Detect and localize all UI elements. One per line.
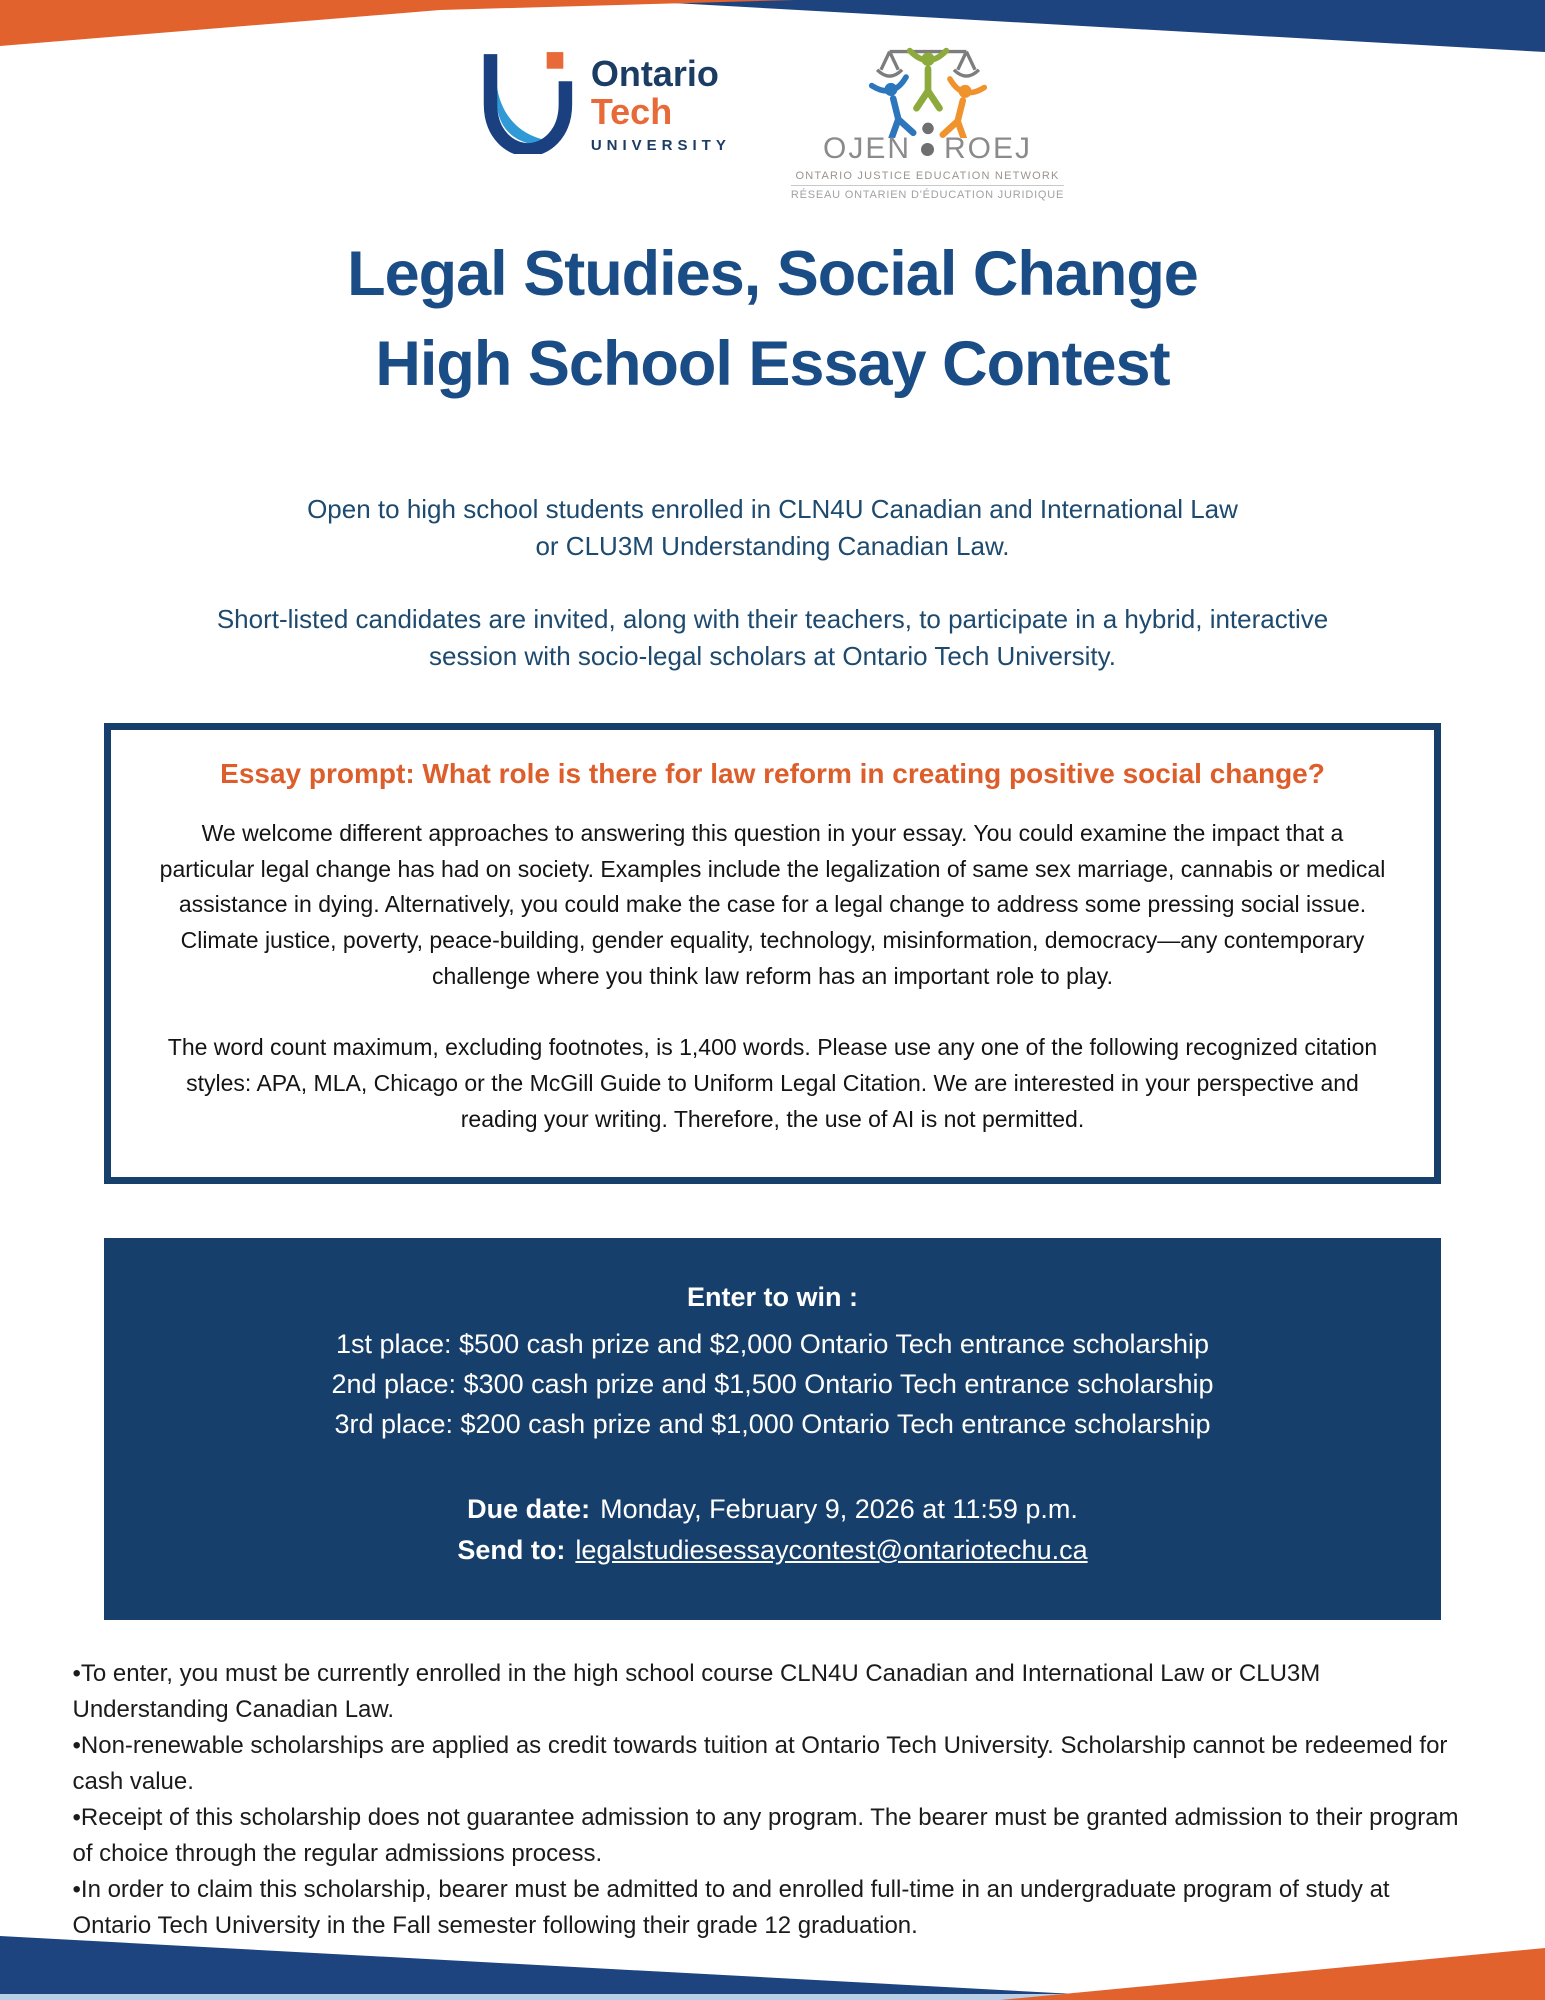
- essay-prompt-heading: Essay prompt: What role is there for law reform in creating positive social change?: [220, 757, 1325, 789]
- ojen-roej-logo: [791, 42, 1064, 201]
- prize-third-place: 3rd place: $200 cash prize and $1,000 Ontario Tech entrance scholarship: [334, 1409, 1211, 1440]
- ojen-hands-dot: [922, 123, 934, 135]
- ojen-word-right: ROEJ: [944, 132, 1033, 165]
- header-logos: [0, 42, 1545, 201]
- ojen-tagline-french: RÉSEAU ONTARIEN D'ÉDUCATION JURIDIQUE: [791, 185, 1064, 201]
- ontario-tech-wordmark: [590, 53, 731, 154]
- eligibility-line1: Open to high school students enrolled in CLN4U Canadian and International Law: [307, 494, 1238, 525]
- top-band-orange-wedge: [0, 0, 795, 46]
- top-band-navy-wedge: [620, 0, 1545, 52]
- bottom-decorative-band: [0, 1930, 1545, 2000]
- contest-email-link[interactable]: legalstudiesessaycontest@ontariotechu.ca: [575, 1534, 1088, 1565]
- send-to-label: Send to:: [457, 1534, 566, 1565]
- ontario-tech-word-university: UNIVERSITY: [590, 137, 731, 154]
- ojen-figure-blue: [871, 77, 919, 138]
- ojen-figure-green: [909, 51, 945, 109]
- note-admission: •Receipt of this scholarship does not guarantee admission to any program. The bearer must be granted admission to their program of choice through the regular admissions process.: [72, 1804, 1459, 1868]
- shortlist-line2: session with socio-legal scholars at Ontario Tech University.: [429, 640, 1116, 671]
- ojen-wordmark: [823, 134, 1032, 164]
- bottom-band-navy-wedge: [0, 1936, 1075, 1994]
- eligibility-paragraph: [0, 491, 1545, 565]
- rules-footnotes: [73, 1656, 1473, 1944]
- page-title-line2: High School Essay Contest: [375, 329, 1170, 400]
- ontario-tech-word-ontario: Ontario: [590, 53, 719, 94]
- due-date-label: Due date:: [467, 1494, 591, 1525]
- ontario-tech-shield-icon: [481, 50, 577, 154]
- eligibility-line2: or CLU3M Understanding Canadian Law.: [535, 531, 1010, 562]
- enter-to-win-box: [104, 1238, 1441, 1620]
- due-date-value: Monday, February 9, 2026 at 11:59 p.m.: [600, 1494, 1078, 1525]
- enter-to-win-heading: Enter to win :: [687, 1282, 858, 1313]
- essay-prompt-paragraph-1: We welcome different approaches to answering this question in your essay. You could examine the impact that a particular legal change has had on society. Examples include the legalization of same sex marriage, cannabis or medical assistance in dying. Alternatively, you could make the case for a legal change to address some pressing social issue. Climate justice, poverty, peace-building, gender equality, technology, misinformation, democracy—any contemporary challenge where you think law reform has an important role to play.: [159, 820, 1386, 989]
- page-title-line1: Legal Studies, Social Change: [347, 239, 1198, 309]
- bottom-band-light-strip: [0, 1994, 1075, 2000]
- ontario-tech-logo: [481, 50, 731, 154]
- note-non-renewable: •Non-renewable scholarships are applied as credit towards tuition at Ontario Tech University. Scholarship cannot be redeemed for cash value.: [72, 1732, 1448, 1796]
- shortlist-paragraph: [0, 601, 1545, 675]
- note-claim: •In order to claim this scholarship, bearer must be admitted to and enrolled full-time in an undergraduate program of study at Ontario Tech University in the Fall semester following their grade 12 graduation.: [72, 1876, 1390, 1940]
- essay-prompt-box: [104, 723, 1441, 1185]
- bottom-band-orange-wedge: [1000, 1948, 1545, 2000]
- ojen-divider-dot-icon: [921, 143, 934, 156]
- top-decorative-band: [0, 0, 1545, 55]
- deadline-section: [144, 1489, 1401, 1570]
- ojen-figure-orange: [936, 79, 984, 138]
- prize-second-place: 2nd place: $300 cash prize and $1,500 Ontario Tech entrance scholarship: [331, 1369, 1214, 1400]
- ontario-tech-word-tech: Tech: [590, 91, 673, 132]
- shortlist-line1: Short-listed candidates are invited, along with their teachers, to participate in a hybrid, interactive: [216, 603, 1329, 634]
- ojen-word-left: OJEN: [822, 132, 911, 165]
- essay-prompt-paragraph-2: The word count maximum, excluding footnotes, is 1,400 words. Please use any one of the following recognized citation styles: APA, MLA, Chicago or the McGill Guide to Uniform Legal Citation. We are interested in your perspective and reading your writing. Therefore, the use of AI is not permitted.: [167, 1034, 1378, 1132]
- send-to-line: [144, 1530, 1401, 1571]
- ojen-tagline-english: ONTARIO JUSTICE EDUCATION NETWORK: [795, 170, 1060, 182]
- prize-first-place: 1st place: $500 cash prize and $2,000 Ontario Tech entrance scholarship: [335, 1329, 1210, 1360]
- due-date-line: [144, 1489, 1401, 1530]
- ojen-scales-figures-icon: [843, 42, 1013, 138]
- page-title: [0, 229, 1545, 409]
- note-enrollment: •To enter, you must be currently enrolled in the high school course CLN4U Canadian and International Law or CLU3M Understanding Canadian Law.: [72, 1660, 1321, 1724]
